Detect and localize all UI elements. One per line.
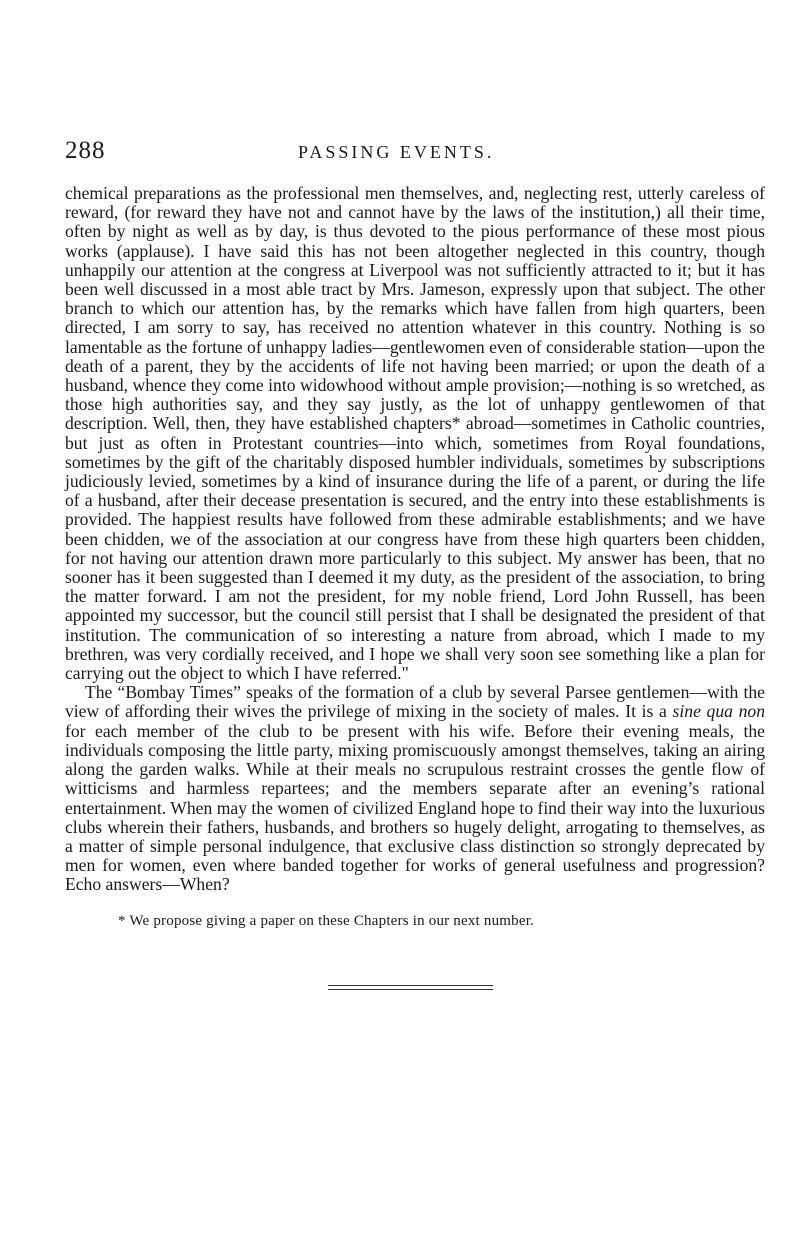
paragraph-2 <box>65 683 765 894</box>
end-rule-bottom <box>328 989 493 990</box>
paragraph-1: chemical preparations as the professional men themselves, and, neglecting rest, utterly careless of reward, (for reward they have not and cannot have by the laws of the institution,) all their time, often by night as well as by day, is thus devoted to the pious performance of these most pious works (applause). I have said this has not been altogether neglected in this country, though unhappily our attention at the congress at Liverpool was not sufficiently attracted to it; but it has been well discussed in a most able tract by Mrs. Jameson, expressly upon that subject. The other branch to which our attention has, by the remarks which have fallen from high quarters, been directed, I am sorry to say, has received no attention whatever in this country. Nothing is so lamentable as the fortune of unhappy ladies—gentlewomen even of considerable station—upon the death of a parent, they by the accidents of life not having been married; or upon the death of a husband, whence they come into widowhood without ample provision;—nothing is so wretched, as those high authorities say, and they say justly, as the lot of unhappy gentlewomen of that description. Well, then, they have established chapters* abroad—sometimes in Catholic countries, but just as often in Protestant countries—into which, sometimes from Royal foundations, sometimes by the gift of the charitably disposed humbler individuals, sometimes by subscriptions judiciously levied, sometimes by a kind of insurance during the life of a parent, or during the life of a husband, after their decease presentation is secured, and the entry into these establishments is provided. The happiest results have followed from these admirable establishments; and we have been chidden, we of the association at our congress have from these high quarters been chidden, for not having our attention drawn more particularly to this subject. My answer has been, that no sooner has it been suggested than I deemed it my duty, as the president of the association, to bring the matter forward. I am not the president, for my noble friend, Lord John Russell, has been appointed my successor, but the council still persist that I shall be designated the president of that institution. The communication of so interesting a nature from abroad, which I made to my brethren, was very cordially received, and I hope we shall very soon see something like a plan for carrying out the object to which I have referred." <box>65 183 765 684</box>
paragraph-2-part-1: The “Bombay Times” speaks of the formation of a club by several Parsee gentlemen—with the view of affording their wives the privilege of mixing in the society of males. It is a <box>65 682 765 722</box>
footnote: * We propose giving a paper on these Chapters in our next number. <box>118 913 535 929</box>
body-text <box>65 184 765 895</box>
end-rule-top <box>328 985 493 986</box>
paragraph-2-part-2: for each member of the club to be present with his wife. Before their evening meals, the individuals composing the little party, mixing promiscuously amongst themselves, taking an airing along the garden walks. While at their meals no scrupulous restraint crosses the gentle flow of witticisms and harmless repartees; and the members separate after an evening’s rational entertainment. When may the women of civilized England hope to find their way into the luxurious clubs wherein their fathers, husbands, and brothers so hugely delight, arrogating to themselves, as a matter of simple personal indulgence, that exclusive class distinction so strongly deprecated by men for women, even where banded together for works of general usefulness and progression? Echo answers—When? <box>65 720 765 895</box>
running-head: PASSING EVENTS. <box>298 142 495 162</box>
latin-phrase: sine qua non <box>672 701 766 722</box>
page-header <box>65 137 765 177</box>
page-number: 288 <box>65 137 106 164</box>
